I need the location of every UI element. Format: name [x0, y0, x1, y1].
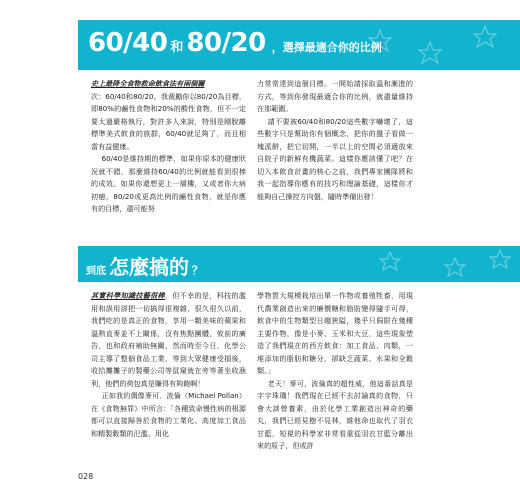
paragraph: 請不要被60/40和80/20這些數字嚇壞了，這些數字只是幫助你有個概念，把你的盤子看做一塊派餅，把它切開，一半以上的空間必須適放來自院子的新鮮有機蔬菜。這樣你應該懂了吧？在切入本飲食計畫的核心之前，我們專家團隊將和我一起指導你應有的技巧和理論基礎，這樣你才能夠自己操控方向盤，隨時準備出發！ [257, 116, 413, 201]
column-2 [257, 78, 413, 203]
section-title: 到底 怎麼搞的 ？ [86, 255, 203, 279]
column-1 [91, 78, 246, 216]
starfish-pattern-icon [360, 246, 520, 282]
section-banner-ratio [78, 20, 520, 70]
paragraph: 學物質大規模栽培出單一作物或養殖牲畜，用現代農業創造出來的廉價糖和脂肪變得隨手可得，飲食中的生物類型日趨狹隘，幾乎只侷限在幾種主要作物，像是小麥、玉米和大豆，這些現象塑造了我們現在的西方飲食：加工食品、肉類，一堆添加的脂肪和糖分，卻缺乏蔬菜、水果和全穀類。」 [257, 291, 413, 375]
paragraph: 正如我的偶像麥可．波倫（Michael Pollan）在《食物無罪》中所言：「各種致命慢性病的根源都可以直接歸咎於食物的工業化、高度加工食品和精製穀類的氾濫、用化 [91, 391, 246, 438]
paragraph: 次：60/40和80/20。我裁勵你以80/20為目標，即80%的鹼性食物和20%的酸性食物，但不一定要太過嚴格執行，對許多人來說，特別是剛脫離標準美式飲食的族群，60/40就足夠了，而且相當有益健康。 [91, 91, 246, 151]
section-banner-how [78, 246, 520, 282]
lead-text: 史上最降全食物救命飲食法有兩個關 [91, 79, 205, 88]
paragraph: 力常常達到這個目標。一開始請採取溫和漸進的方式，等到你發現最適合你的比例，就盡量維持在那範圍。 [257, 79, 413, 113]
section-title: 60/40 和 80/20 ，選擇最適合你的比例 [88, 28, 382, 58]
lead-text: 其實科學知識技藝很棒 [91, 291, 165, 300]
paragraph: 老天！麥可，波倫真的超性威，他這番話真是字字珠璣！我們現在已經不去討論真的食物，只會大談營養素，由於化學工業創造出神奇的藥丸，我們已經見樹不見林，維他命也取代了羽衣甘藍，短視的科學家非常看重從羽衣甘藍分離出來的原子，但或許 [257, 378, 413, 450]
column-4 [257, 290, 413, 453]
column-3: 其實科學知識技藝很棒，但不幸的是，科技的濫用和誤用卻把一切搞得很複雜，很久很久以前，我們吃的是真正的食物，享用一顆美味的蘋果和溫熱直麥並不上關係，沒有焦點團體，攸前的廣告，也和政府補助無關，然而時至今日，化學公司主導了整個食品工業，等到大眾健康受損後，收拾攤攤子的製藥公司等鼠窺就在旁等著坐收漁利，他們的荷包真是賺得有夠飽啊！ 正如我的偶像麥可．波倫（Michael Pollan）在《食物無罪》中所言：「各種致命慢性病的根源都可以直接歸咎於食物的工業化、高度加工食品和精製穀類的氾濫、用化 [91, 290, 246, 440]
paragraph: 60/40是維持期的標準，如果你原本的健康狀況就不錯，那麼維持60/40的比例就能看到很棒的成效。如果你還想更上一層樓，又或者你大病初癒，80/20或更高比例的鹼性食物，就是你應有的目標，盡可能努 [91, 154, 246, 213]
page-number: 028 [78, 472, 94, 481]
starfish-pattern-icon [360, 20, 520, 70]
